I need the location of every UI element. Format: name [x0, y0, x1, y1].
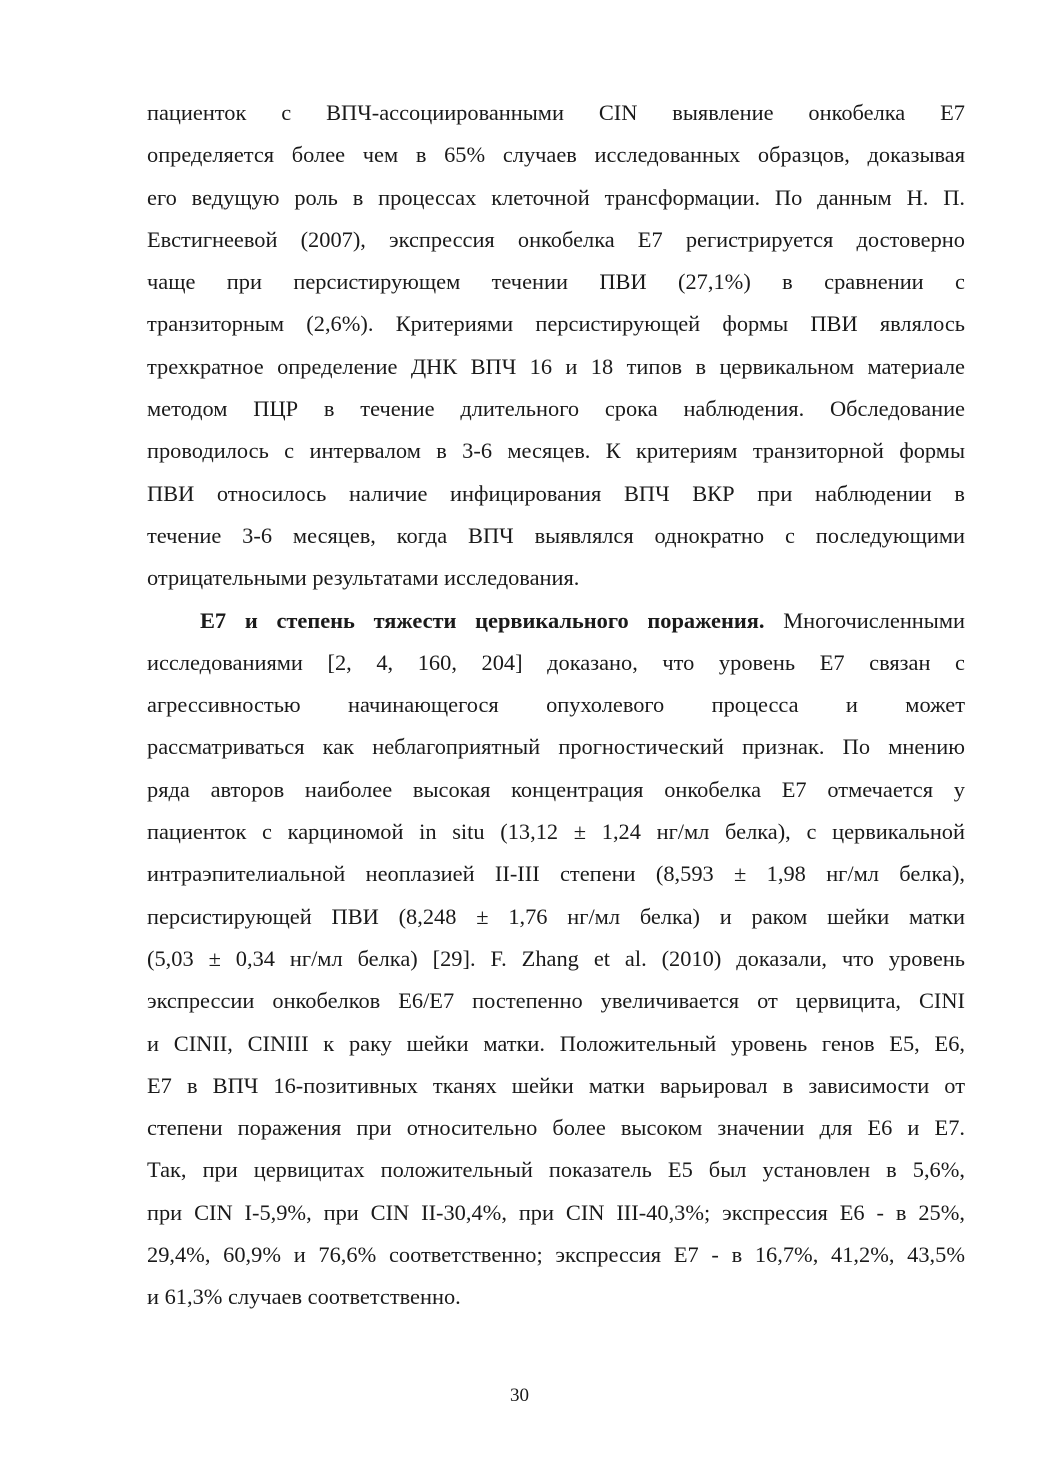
text-line: (5,03 ± 0,34 нг/мл белка) [29]. F. Zhang et al. (2010) доказали, что уровень	[147, 945, 965, 971]
text-line: чаще при персистирующем течении ПВИ (27,1%) в сравнении с	[147, 269, 965, 295]
text-line: агрессивностью начинающегося опухолевого процесса и может	[147, 692, 965, 718]
text-line: степени поражения при относительно более высоком значении для Е6 и Е7.	[147, 1115, 965, 1141]
text-line: пациенток с ВПЧ-ассоциированными CIN выявление онкобелка Е7	[147, 100, 965, 125]
paragraph-e7-severity	[147, 600, 965, 1319]
text-line: трехкратное определение ДНК ВПЧ 16 и 18 типов в цервикальном материале	[147, 353, 965, 379]
text-line: ряда авторов наиболее высокая концентрация онкобелка Е7 отмечается у	[147, 776, 965, 802]
text-line: и 61,3% случаев соответственно.	[147, 1284, 461, 1310]
body-text	[147, 92, 965, 1319]
text-line: персистирующей ПВИ (8,248 ± 1,76 нг/мл белка) и раком шейки матки	[147, 903, 965, 929]
text-line: определяется более чем в 65% случаев исследованных образцов, доказывая	[147, 142, 965, 168]
text-line: Так, при цервицитах положительный показатель Е5 был установлен в 5,6%,	[147, 1157, 965, 1183]
text-line: отрицательными результатами исследования.	[147, 565, 580, 591]
text-line: пациенток с карциномой in situ (13,12 ± 1,24 нг/мл белка), с цервикальной	[147, 819, 965, 845]
text-line: течение 3-6 месяцев, когда ВПЧ выявлялся однократно с последующими	[147, 522, 965, 548]
text-line: транзиторным (2,6%). Критериями персистирующей формы ПВИ являлось	[147, 311, 965, 337]
text-line: рассматриваться как неблагоприятный прогностический признак. По мнению	[147, 734, 965, 760]
text-line: исследованиями [2, 4, 160, 204] доказано, что уровень Е7 связан с	[147, 649, 965, 675]
text-line: проводилось с интервалом в 3-6 месяцев. К критериям транзиторной формы	[147, 438, 965, 464]
page-number: 30	[510, 1385, 529, 1406]
text-line: и CINII, CINIII к раку шейки матки. Положительный уровень генов Е5, Е6,	[147, 1030, 965, 1056]
text-line: 29,4%, 60,9% и 76,6% соответственно; экспрессия Е7 - в 16,7%, 41,2%, 43,5%	[147, 1242, 965, 1268]
run-in-heading: Е7 и степень тяжести цервикального поражения.	[200, 607, 765, 633]
text-line: экспрессии онкобелков Е6/Е7 постепенно увеличивается от цервицита, CINI	[147, 988, 965, 1014]
text-line: ПВИ относилось наличие инфицирования ВПЧ ВКР при наблюдении в	[147, 480, 965, 506]
section-heading-line	[147, 600, 965, 642]
text-line: интраэпителиальной неоплазией II-III степени (8,593 ± 1,98 нг/мл белка),	[147, 861, 965, 887]
paragraph-continuation	[147, 92, 965, 600]
text-line: его ведущую роль в процессах клеточной трансформации. По данным Н. П.	[147, 184, 965, 210]
text-line: Евстигнеевой (2007), экспрессия онкобелка Е7 регистрируется достоверно	[147, 226, 965, 252]
heading-line-rest: Многочисленными	[764, 607, 965, 633]
text-line: методом ПЦР в течение длительного срока наблюдения. Обследование	[147, 396, 965, 422]
text-line: Е7 в ВПЧ 16-позитивных тканях шейки матки варьировал в зависимости от	[147, 1072, 965, 1098]
text-line: при CIN I-5,9%, при CIN II-30,4%, при CIN III-40,3%; экспрессия Е6 - в 25%,	[147, 1199, 965, 1225]
